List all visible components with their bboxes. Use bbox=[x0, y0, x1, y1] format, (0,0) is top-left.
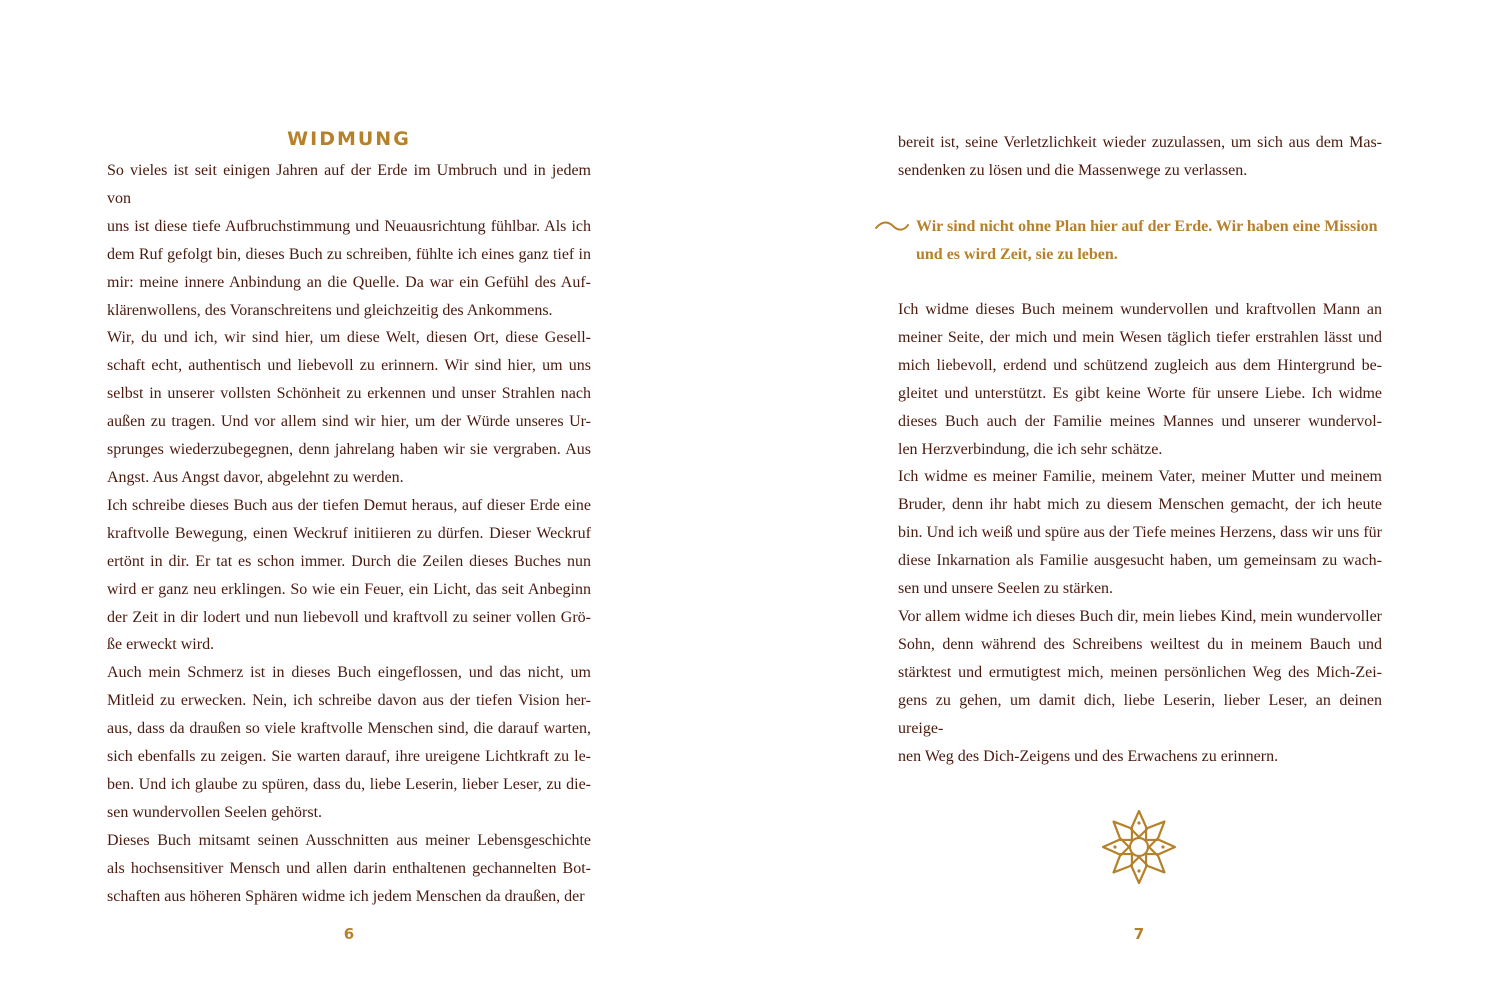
text-line: sendenken zu lösen und die Massenwege zu verlassen. bbox=[898, 161, 1248, 179]
text-line: und es wird Zeit, sie zu leben. bbox=[916, 245, 1118, 263]
text-line: sen wundervollen Seelen gehörst. bbox=[107, 803, 323, 821]
text-line: Wir, du und ich, wir sind hier, um diese Welt, diesen Ort, diese Gesell- bbox=[107, 329, 591, 347]
text-line: der Zeit in dir lodert und nun liebevoll und kraftvoll zu seiner vollen Grö- bbox=[107, 608, 591, 626]
text-line: So vieles ist seit einigen Jahren auf der Erde im Umbruch und in jedem von bbox=[107, 162, 591, 207]
text-line: kraftvolle Bewegung, einen Weckruf initiieren zu dürfen. Dieser Weckruf bbox=[107, 524, 591, 542]
text-line: gens zu gehen, um damit dich, liebe Leserin, lieber Leser, an deinen ureige- bbox=[898, 691, 1382, 737]
text-line: sprunges wiederzubegegnen, denn jahrelang haben wir sie vergraben. Aus bbox=[107, 441, 591, 459]
text-line: meiner Seite, der mich und mein Wesen täglich tiefer erstrahlen lässt und bbox=[898, 328, 1382, 346]
left-body-text bbox=[107, 157, 591, 910]
star-ornament-icon bbox=[1099, 807, 1179, 887]
right-body-text bbox=[898, 296, 1382, 770]
text-line: Auch mein Schmerz ist in dieses Buch eingeflossen, und das nicht, um bbox=[107, 664, 591, 682]
text-line: klärenwollens, des Voranschreitens und gleichzeitig des Ankommens. bbox=[107, 301, 553, 319]
text-line: gleitet und unterstützt. Es gibt keine Worte für unsere Liebe. Ich widme bbox=[898, 384, 1382, 402]
text-line: Ich widme dieses Buch meinem wundervollen und kraftvollen Mann an bbox=[898, 301, 1382, 318]
tilde-icon bbox=[874, 219, 910, 233]
text-line: bin. Und ich weiß und spüre aus der Tiefe meines Herzens, dass wir uns für bbox=[898, 524, 1382, 542]
text-line: ben. Und ich glaube zu spüren, dass du, liebe Leserin, lieber Leser, zu die- bbox=[107, 775, 591, 793]
text-line: Vor allem widme ich dieses Buch dir, mein liebes Kind, mein wundervoller bbox=[898, 607, 1382, 625]
page-number-right: 7 bbox=[1133, 925, 1145, 943]
text-line: außen zu tragen. Und vor allem sind wir hier, um der Würde unseres Ur- bbox=[107, 413, 591, 431]
text-line: sich ebenfalls zu zeigen. Sie warten darauf, ihre ureigene Lichtkraft zu le- bbox=[107, 748, 591, 766]
text-line: stärktest und ermutigtest mich, meinen persönlichen Weg des Mich-Zei- bbox=[898, 663, 1382, 681]
text-line: wird er ganz neu erklingen. So wie ein Feuer, ein Licht, das seit Anbeginn bbox=[107, 580, 591, 598]
text-line: Ich widme es meiner Familie, meinem Vater, meiner Mutter und meinem bbox=[898, 468, 1382, 486]
text-line: mich liebevoll, erdend und schützend zugleich aus dem Hintergrund be- bbox=[898, 356, 1382, 374]
text-line: ertönt in dir. Er tat es schon immer. Durch die Zeilen dieses Buches nun bbox=[107, 552, 591, 570]
quote-text bbox=[916, 213, 1384, 269]
text-line: selbst in unserer vollsten Schönheit zu erkennen und unser Strahlen nach bbox=[107, 385, 591, 403]
text-line: sen und unsere Seelen zu stärken. bbox=[898, 580, 1114, 598]
text-line: bereit ist, seine Verletzlichkeit wieder zuzulassen, um sich aus dem Mas- bbox=[898, 134, 1382, 151]
text-line: len Herzverbindung, die ich sehr schätze. bbox=[898, 440, 1163, 458]
text-line: aus, dass da draußen so viele kraftvolle Menschen sind, die darauf warten, bbox=[107, 720, 591, 738]
text-line: nen Weg des Dich-Zeigens und des Erwachens zu erinnern. bbox=[898, 747, 1279, 765]
text-line: Dieses Buch mitsamt seinen Ausschnitten aus meiner Lebensgeschichte bbox=[107, 831, 591, 849]
text-line: als hochsensitiver Mensch und allen darin enthaltenen gechannelten Bot- bbox=[107, 859, 591, 877]
text-line: dieses Buch auch der Familie meines Mannes und unserer wundervol- bbox=[898, 412, 1382, 430]
text-line: schaften aus höheren Sphären widme ich jedem Menschen da draußen, der bbox=[107, 887, 585, 905]
page-number-left: 6 bbox=[343, 925, 355, 943]
text-line: uns ist diese tiefe Aufbruchstimmung und Neuausrichtung fühlbar. Als ich bbox=[107, 217, 591, 235]
text-line: Ich schreibe dieses Buch aus der tiefen Demut heraus, auf dieser Erde eine bbox=[107, 496, 591, 514]
text-line: Mitleid zu erwecken. Nein, ich schreibe davon aus der tiefen Vision her- bbox=[107, 692, 591, 710]
text-line: ße erweckt wird. bbox=[107, 636, 215, 654]
text-line: Bruder, denn ihr habt mich zu diesem Menschen gemacht, der ich heute bbox=[898, 496, 1382, 514]
chapter-heading: WIDMUNG bbox=[287, 128, 411, 150]
text-line: dem Ruf gefolgt bin, dieses Buch zu schreiben, fühlte ich eines ganz tief in bbox=[107, 245, 591, 263]
text-line: diese Inkarnation als Familie ausgesucht haben, um gemeinsam zu wach- bbox=[898, 552, 1382, 570]
text-line: schaft echt, authentisch und liebevoll zu erinnern. Wir sind hier, um uns bbox=[107, 357, 591, 375]
continuation-text bbox=[898, 129, 1382, 185]
text-line: Angst. Aus Angst davor, abgelehnt zu werden. bbox=[107, 468, 404, 486]
text-line: Wir sind nicht ohne Plan hier auf der Erde. Wir haben eine Mission bbox=[916, 218, 1378, 235]
right-page bbox=[744, 0, 1488, 1000]
text-line: mir: meine innere Anbindung an die Quelle. Da war ein Gefühl des Auf- bbox=[107, 273, 591, 291]
text-line: Sohn, denn während des Schreibens weiltest du in meinem Bauch und bbox=[898, 635, 1382, 653]
